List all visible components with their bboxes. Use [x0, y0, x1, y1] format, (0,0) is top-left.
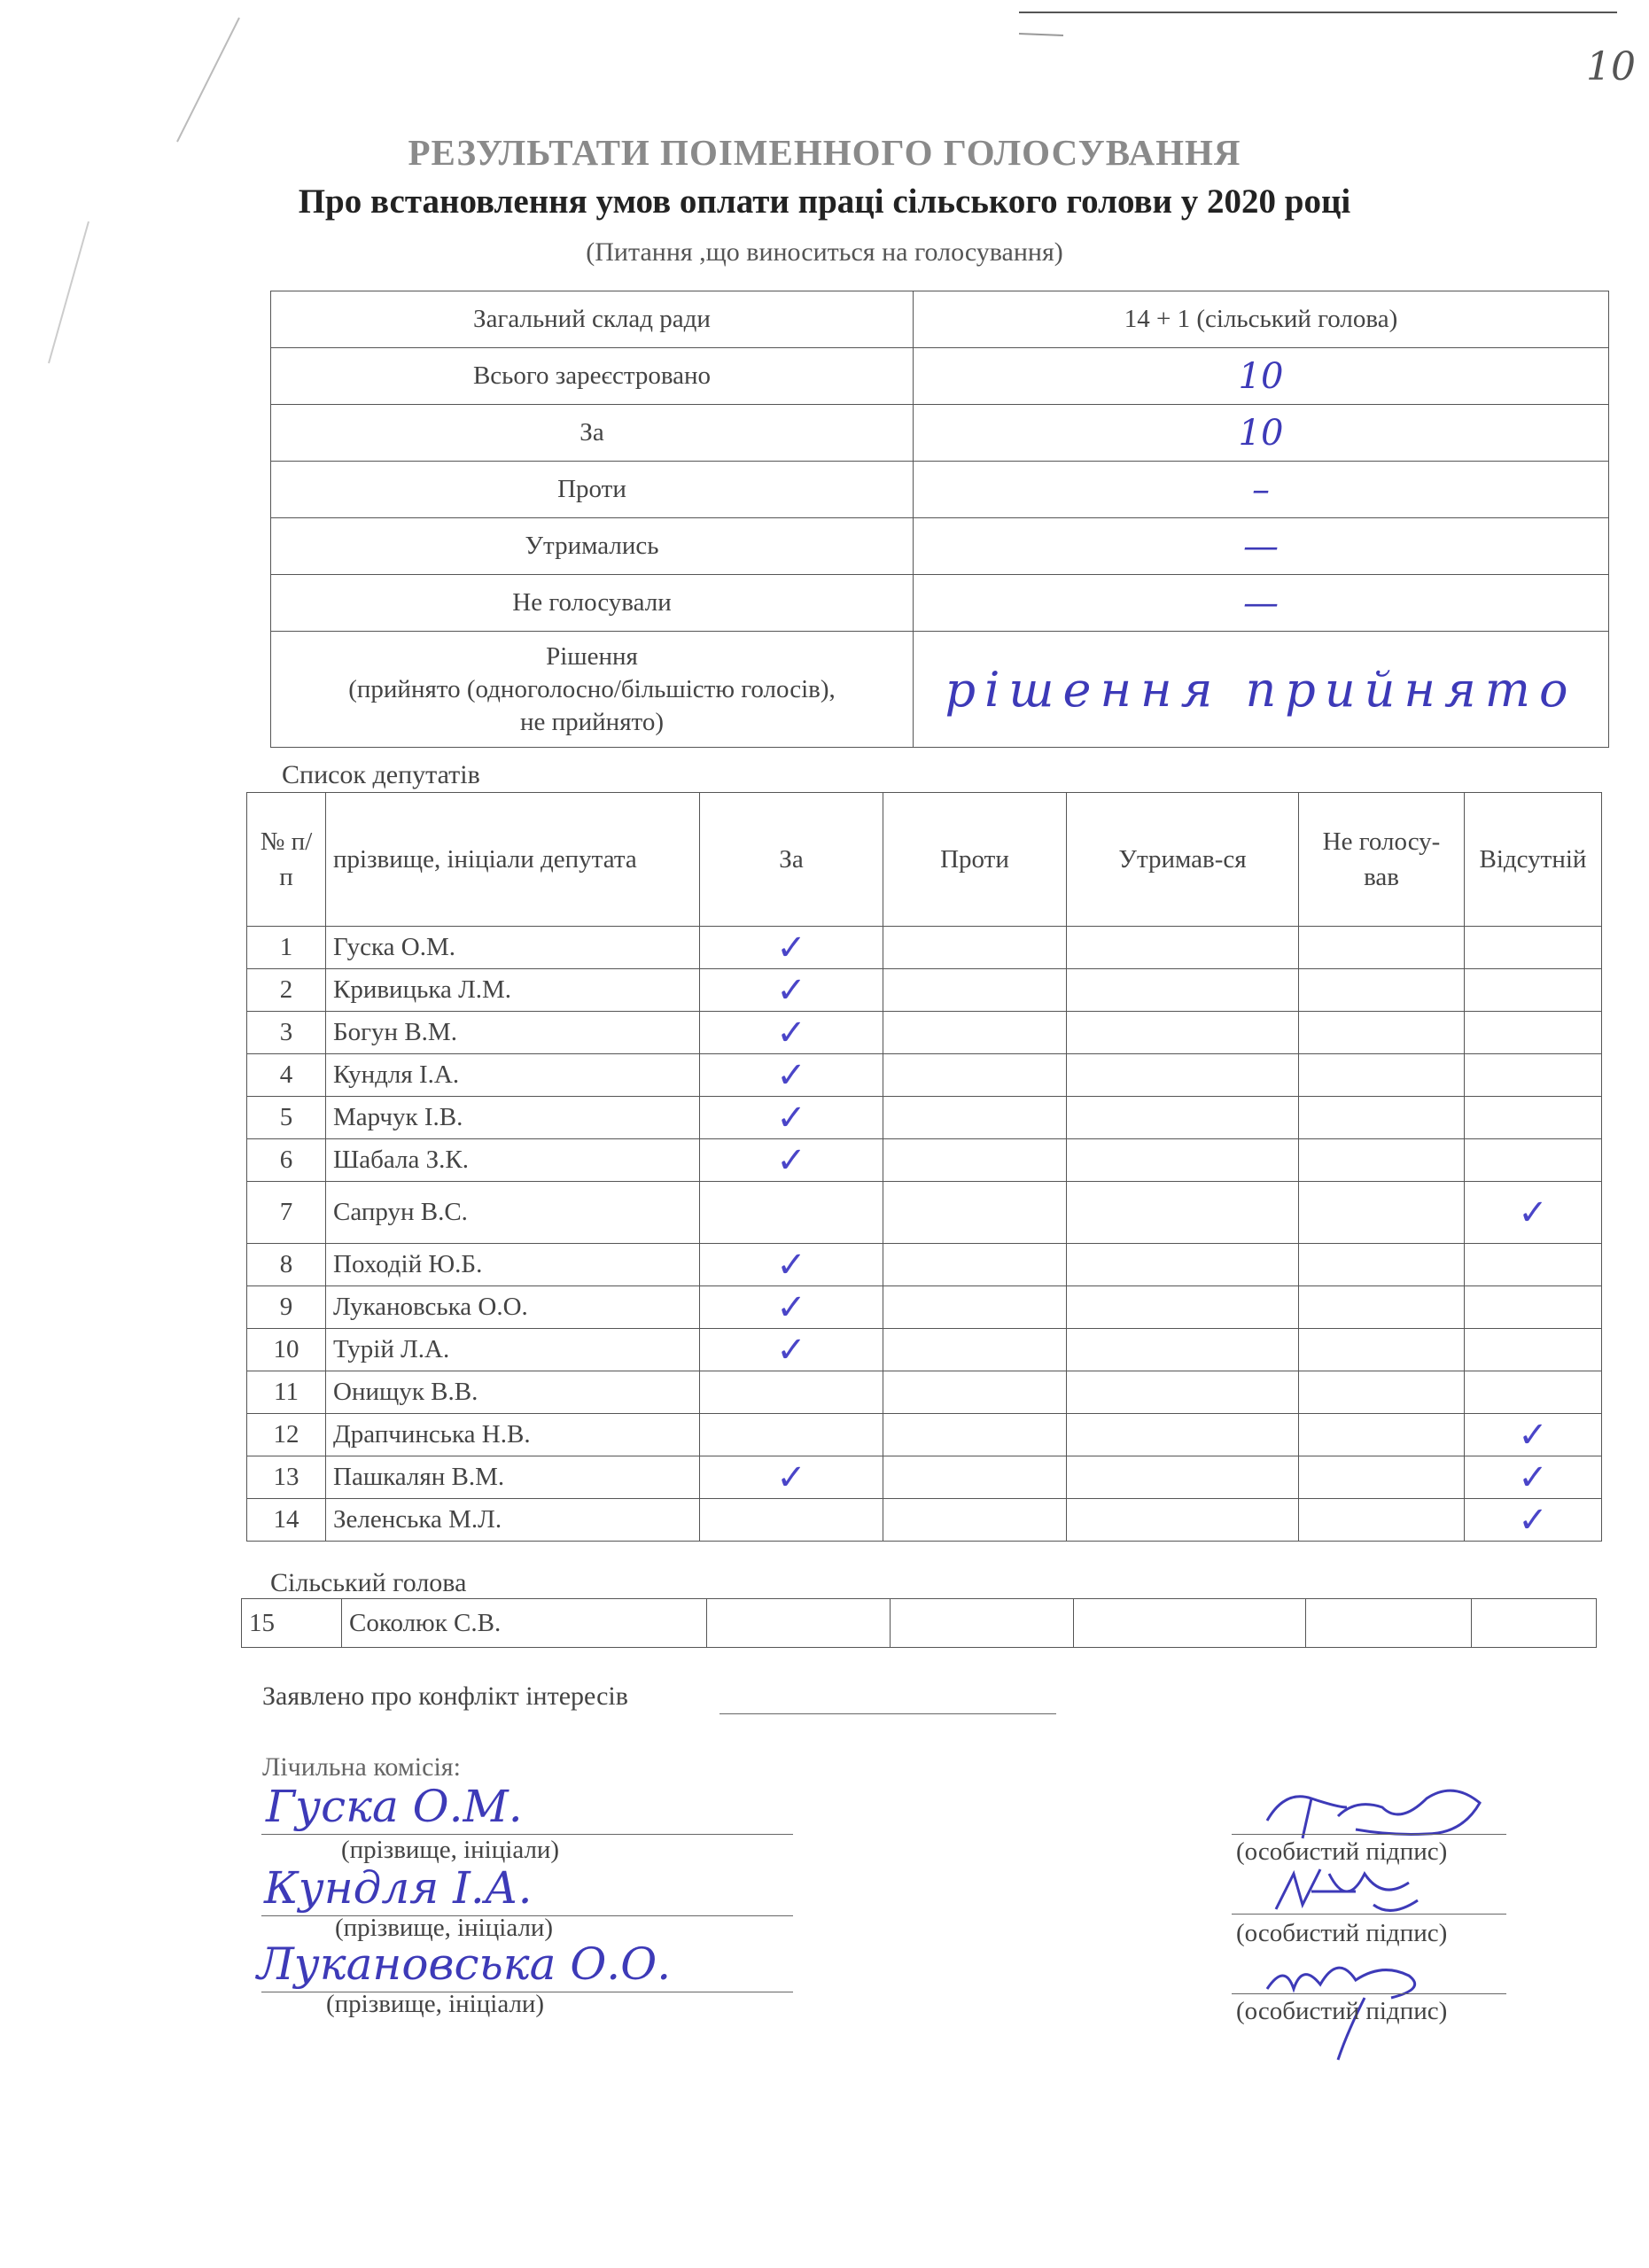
vote-for — [700, 927, 883, 969]
vote-novote — [1299, 1456, 1465, 1499]
name-line-1 — [261, 1834, 793, 1835]
vote-for — [700, 1054, 883, 1097]
vote-novote — [1299, 1244, 1465, 1286]
sig-line-2 — [1232, 1914, 1506, 1915]
deputy-name: Онищук В.В. — [326, 1371, 700, 1414]
sig-line-1 — [1232, 1834, 1506, 1835]
deputy-name: Кривицька Л.М. — [326, 969, 700, 1012]
vote-for — [700, 1286, 883, 1329]
vote-absent — [1465, 1097, 1602, 1139]
vote-for — [700, 1414, 883, 1456]
vote-abstain — [1067, 1097, 1299, 1139]
head-table — [241, 1598, 1597, 1648]
col-for-header: За — [700, 793, 883, 927]
deputy-name: Драпчинська Н.В. — [326, 1414, 700, 1456]
summary-label: Загальний склад ради — [271, 291, 914, 348]
summary-value: 10 — [914, 348, 1609, 405]
vote-against — [883, 1329, 1067, 1371]
vote-for — [700, 1244, 883, 1286]
deputy-name: Лукановська О.О. — [326, 1286, 700, 1329]
deputy-name: Походій Ю.Б. — [326, 1244, 700, 1286]
sig-caption-1: (особистий підпис) — [1236, 1837, 1448, 1866]
table-row — [247, 1182, 1602, 1244]
row-num: 14 — [247, 1499, 326, 1542]
vote-abstain — [1067, 1499, 1299, 1542]
vote-novote — [1299, 1286, 1465, 1329]
vote-absent — [1465, 1054, 1602, 1097]
summary-row — [271, 348, 1609, 405]
vote-absent — [1465, 1414, 1602, 1456]
decision-value: рішення прийнято — [914, 632, 1609, 748]
deputy-name: Пашкалян В.М. — [326, 1456, 700, 1499]
table-row — [247, 927, 1602, 969]
deputy-name: Марчук І.В. — [326, 1097, 700, 1139]
vote-for — [700, 1012, 883, 1054]
row-num: 12 — [247, 1414, 326, 1456]
summary-row — [271, 575, 1609, 632]
col-against-header: Проти — [883, 793, 1067, 927]
table-header — [247, 793, 1602, 927]
row-num: 2 — [247, 969, 326, 1012]
vote-absent — [1465, 1012, 1602, 1054]
summary-value: — — [914, 518, 1609, 575]
vote-against — [883, 1182, 1067, 1244]
summary-value: 14 + 1 (сільський голова) — [914, 291, 1609, 348]
row-num: 7 — [247, 1182, 326, 1244]
vote-abstain — [1067, 1414, 1299, 1456]
vote-against — [883, 1286, 1067, 1329]
check-mark-icon: ✓ — [776, 1244, 806, 1285]
sig-caption-3: (особистий підпис) — [1236, 1997, 1448, 2025]
commission-label: Лічильна комісія: — [262, 1752, 461, 1782]
check-mark-icon: ✓ — [1518, 1414, 1548, 1456]
check-mark-icon: ✓ — [776, 1286, 806, 1328]
commission-name-2: Кундля І.А. — [264, 1862, 533, 1914]
vote-against — [883, 1012, 1067, 1054]
table-row — [247, 1054, 1602, 1097]
deputies-caption: Список депутатів — [282, 760, 480, 789]
vote-novote — [1299, 1414, 1465, 1456]
row-num: 6 — [247, 1139, 326, 1182]
deputy-name: Сапрун В.С. — [326, 1182, 700, 1244]
check-mark-icon: ✓ — [776, 1054, 806, 1096]
vote-against — [883, 1244, 1067, 1286]
vote-abstain — [1067, 1329, 1299, 1371]
head-num: 15 — [242, 1599, 342, 1648]
col-novote-header: Не голосу-вав — [1299, 793, 1465, 927]
vote-absent — [1465, 1182, 1602, 1244]
vote-abstain — [1067, 1012, 1299, 1054]
deputy-name: Зеленська М.Л. — [326, 1499, 700, 1542]
commission-name-3: Лукановська О.О. — [257, 1938, 672, 1990]
check-mark-icon: ✓ — [776, 1329, 806, 1371]
col-num-header: № п/п — [247, 793, 326, 927]
table-row — [247, 1139, 1602, 1182]
vote-against — [883, 1054, 1067, 1097]
row-num: 11 — [247, 1371, 326, 1414]
row-num: 8 — [247, 1244, 326, 1286]
deputies-table — [246, 792, 1602, 1542]
vote-absent — [1465, 1456, 1602, 1499]
vote-against — [883, 1499, 1067, 1542]
vote-novote — [1299, 1329, 1465, 1371]
summary-label: Всього зареєстровано — [271, 348, 914, 405]
vote-abstain — [1067, 1456, 1299, 1499]
table-row — [247, 1414, 1602, 1456]
summary-row — [271, 462, 1609, 518]
vote-against — [883, 1371, 1067, 1414]
vote-novote — [1299, 927, 1465, 969]
row-num: 9 — [247, 1286, 326, 1329]
deputy-name: Гуска О.М. — [326, 927, 700, 969]
vote-against — [883, 1456, 1067, 1499]
conflict-line — [719, 1713, 1056, 1714]
vote-for — [700, 1456, 883, 1499]
vote-abstain — [1067, 1182, 1299, 1244]
row-num: 4 — [247, 1054, 326, 1097]
vote-novote — [1299, 1012, 1465, 1054]
table-row — [247, 1244, 1602, 1286]
row-num: 5 — [247, 1097, 326, 1139]
table-row — [247, 1286, 1602, 1329]
col-name-header: прізвище, ініціали депутата — [326, 793, 700, 927]
vote-abstain — [1067, 1139, 1299, 1182]
deputy-name: Богун В.М. — [326, 1012, 700, 1054]
sig-caption-2: (особистий підпис) — [1236, 1919, 1448, 1947]
vote-for — [700, 1097, 883, 1139]
check-mark-icon: ✓ — [1518, 1192, 1548, 1233]
page-number: 10 — [1586, 44, 1636, 89]
name-caption-3: (прізвище, ініціали) — [326, 1990, 545, 2018]
summary-label: Не голосували — [271, 575, 914, 632]
summary-table — [270, 291, 1609, 748]
check-mark-icon: ✓ — [1518, 1499, 1548, 1541]
vote-abstain — [1067, 1054, 1299, 1097]
row-num: 10 — [247, 1329, 326, 1371]
vote-abstain — [1067, 1244, 1299, 1286]
signature-2 — [1258, 1856, 1435, 1927]
vote-against — [883, 1097, 1067, 1139]
table-row — [247, 1456, 1602, 1499]
check-mark-icon: ✓ — [1518, 1456, 1548, 1498]
table-row — [247, 969, 1602, 1012]
vote-for — [700, 1329, 883, 1371]
vote-absent — [1465, 1329, 1602, 1371]
table-row — [247, 1097, 1602, 1139]
vote-absent — [1465, 927, 1602, 969]
col-absent-header: Відсутній — [1465, 793, 1602, 927]
vote-novote — [1299, 1054, 1465, 1097]
vote-against — [883, 1139, 1067, 1182]
vote-for — [700, 1499, 883, 1542]
summary-label: Проти — [271, 462, 914, 518]
page-title: РЕЗУЛЬТАТИ ПОІМЕННОГО ГОЛОСУВАННЯ — [408, 132, 1241, 173]
vote-for — [700, 1182, 883, 1244]
summary-value: 10 — [914, 405, 1609, 462]
row-num: 1 — [247, 927, 326, 969]
vote-novote — [1299, 1097, 1465, 1139]
vote-for — [700, 969, 883, 1012]
vote-novote — [1299, 1371, 1465, 1414]
vote-for — [700, 1139, 883, 1182]
check-mark-icon: ✓ — [776, 1012, 806, 1053]
vote-abstain — [1067, 927, 1299, 969]
vote-novote — [1299, 1182, 1465, 1244]
table-row — [247, 1012, 1602, 1054]
vote-novote — [1299, 1139, 1465, 1182]
conflict-label: Заявлено про конфлікт інтересів — [262, 1682, 628, 1711]
commission-name-1: Гуска О.М. — [266, 1781, 523, 1832]
deputy-name: Шабала З.К. — [326, 1139, 700, 1182]
check-mark-icon: ✓ — [776, 1097, 806, 1138]
row-num: 3 — [247, 1012, 326, 1054]
vote-subject: Про встановлення умов оплати праці сільського голови у 2020 році — [298, 183, 1351, 221]
check-mark-icon: ✓ — [776, 927, 806, 968]
vote-absent — [1465, 969, 1602, 1012]
row-num: 13 — [247, 1456, 326, 1499]
summary-label: Утримались — [271, 518, 914, 575]
summary-row — [271, 405, 1609, 462]
sig-line-3 — [1232, 1993, 1506, 1994]
vote-absent — [1465, 1286, 1602, 1329]
check-mark-icon: ✓ — [776, 969, 806, 1011]
vote-abstain — [1067, 1286, 1299, 1329]
vote-against — [883, 927, 1067, 969]
summary-row — [271, 518, 1609, 575]
deputy-name: Турій Л.А. — [326, 1329, 700, 1371]
col-abstain-header: Утримав-ся — [1067, 793, 1299, 927]
table-row — [247, 1499, 1602, 1542]
vote-abstain — [1067, 1371, 1299, 1414]
vote-novote — [1299, 969, 1465, 1012]
vote-abstain — [1067, 969, 1299, 1012]
summary-value: – — [914, 462, 1609, 518]
check-mark-icon: ✓ — [776, 1456, 806, 1498]
summary-value: — — [914, 575, 1609, 632]
decision-row — [271, 632, 1609, 748]
vote-against — [883, 969, 1067, 1012]
check-mark-icon: ✓ — [776, 1139, 806, 1181]
summary-row — [271, 291, 1609, 348]
table-row — [242, 1599, 1597, 1648]
vote-against — [883, 1414, 1067, 1456]
deputy-name: Кундля І.А. — [326, 1054, 700, 1097]
vote-for — [700, 1371, 883, 1414]
decision-label: Рішення (прийнято (одноголосно/більшістю голосів), не прийнято) — [271, 632, 914, 748]
vote-novote — [1299, 1499, 1465, 1542]
head-name: Соколюк С.В. — [342, 1599, 707, 1648]
summary-label: За — [271, 405, 914, 462]
vote-absent — [1465, 1139, 1602, 1182]
question-note: (Питання ,що виноситься на голосування) — [586, 237, 1063, 267]
vote-absent — [1465, 1244, 1602, 1286]
name-caption-2: (прізвище, ініціали) — [335, 1914, 554, 1942]
head-caption: Сільський голова — [270, 1568, 467, 1597]
vote-absent — [1465, 1371, 1602, 1414]
table-row — [247, 1329, 1602, 1371]
vote-absent — [1465, 1499, 1602, 1542]
table-row — [247, 1371, 1602, 1414]
name-caption-1: (прізвище, ініціали) — [341, 1836, 560, 1864]
